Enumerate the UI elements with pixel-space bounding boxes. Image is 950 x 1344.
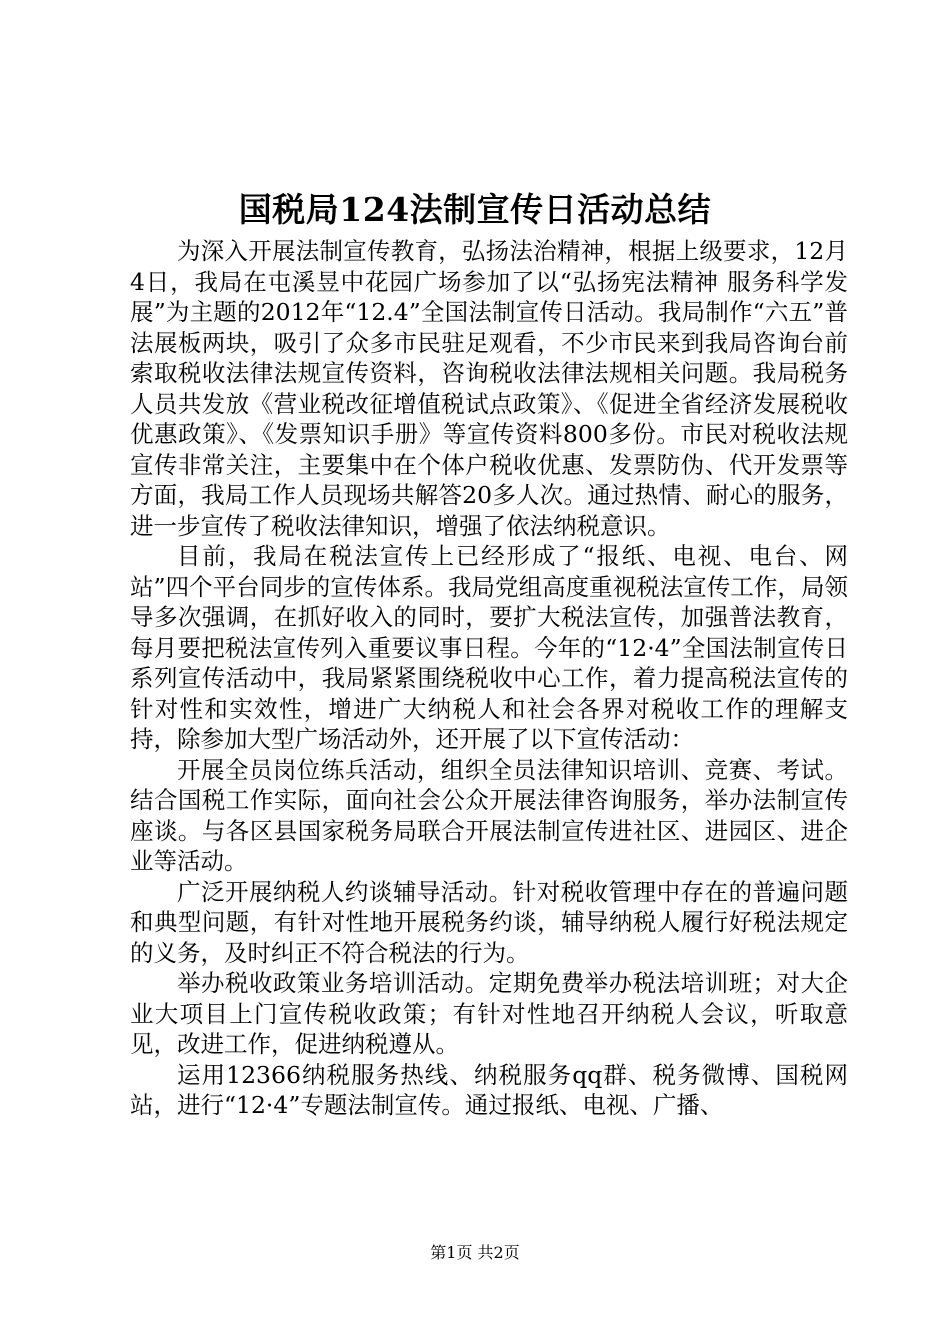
page-number-footer: 第1页 共2页: [430, 1243, 520, 1262]
paragraph-1: 为深入开展法制宣传教育，弘扬法治精神，根据上级要求，12月4日，我局在屯溪昱中花园广场参加了以“弘扬宪法精神 服务科学发展”为主题的2012年“12.4”全国法制宣传日活动。我局制作“六五”普法展板两块，吸引了众多市民驻足观看，不少市民来到我局咨询台前索取税收法律法规宣传资料，咨询税收法律法规相关问题。我局税务人员共发放《营业税改征增值税试点政策》、《促进全省经济发展税收优惠政策》、《发票知识手册》等宣传资料800多份。市民对税收法规宣传非常关注，主要集中在个体户税收优惠、发票防伪、代开发票等方面，我局工作人员现场共解答20多人次。通过热情、耐心的服务，进一步宣传了税收法律知识，增强了依法纳税意识。: [130, 237, 848, 540]
document-title: 国税局124法制宣传日活动总结: [238, 190, 712, 229]
paragraph-5: 举办税收政策业务培训活动。定期免费举办税法培训班；对大企业大项目上门宣传税收政策；有针对性地召开纳税人会议，听取意见，改进工作，促进纳税遵从。: [130, 969, 848, 1058]
paragraph-4: 广泛开展纳税人约谈辅导活动。针对税收管理中存在的普遍问题和典型问题，有针对性地开展税务约谈，辅导纳税人履行好税法规定的义务，及时纠正不符合税法的行为。: [130, 877, 848, 967]
paragraph-6: 运用12366纳税服务热线、纳税服务qq群、税务微博、国税网站，进行“12·4”专题法制宣传。通过报纸、电视、广播、: [130, 1060, 848, 1119]
paragraph-2: 目前，我局在税法宣传上已经形成了“报纸、电视、电台、网站”四个平台同步的宣传体系。我局党组高度重视税法宣传工作，局领导多次强调，在抓好收入的同时，要扩大税法宣传，加强普法教育，每月要把税法宣传列入重要议事日程。今年的“12·4”全国法制宣传日系列宣传活动中，我局紧紧围绕税收中心工作，着力提高税法宣传的针对性和实效性，增进广大纳税人和社会各界对税收工作的理解支持，除参加大型广场活动外，还开展了以下宣传活动：: [130, 542, 848, 753]
document-body: [130, 236, 848, 1121]
paragraph-3: 开展全员岗位练兵活动，组织全员法律知识培训、竞赛、考试。结合国税工作实际，面向社会公众开展法律咨询服务，举办法制宣传座谈。与各区县国家税务局联合开展法制宣传进社区、进园区、进企业等活动。: [130, 755, 848, 875]
